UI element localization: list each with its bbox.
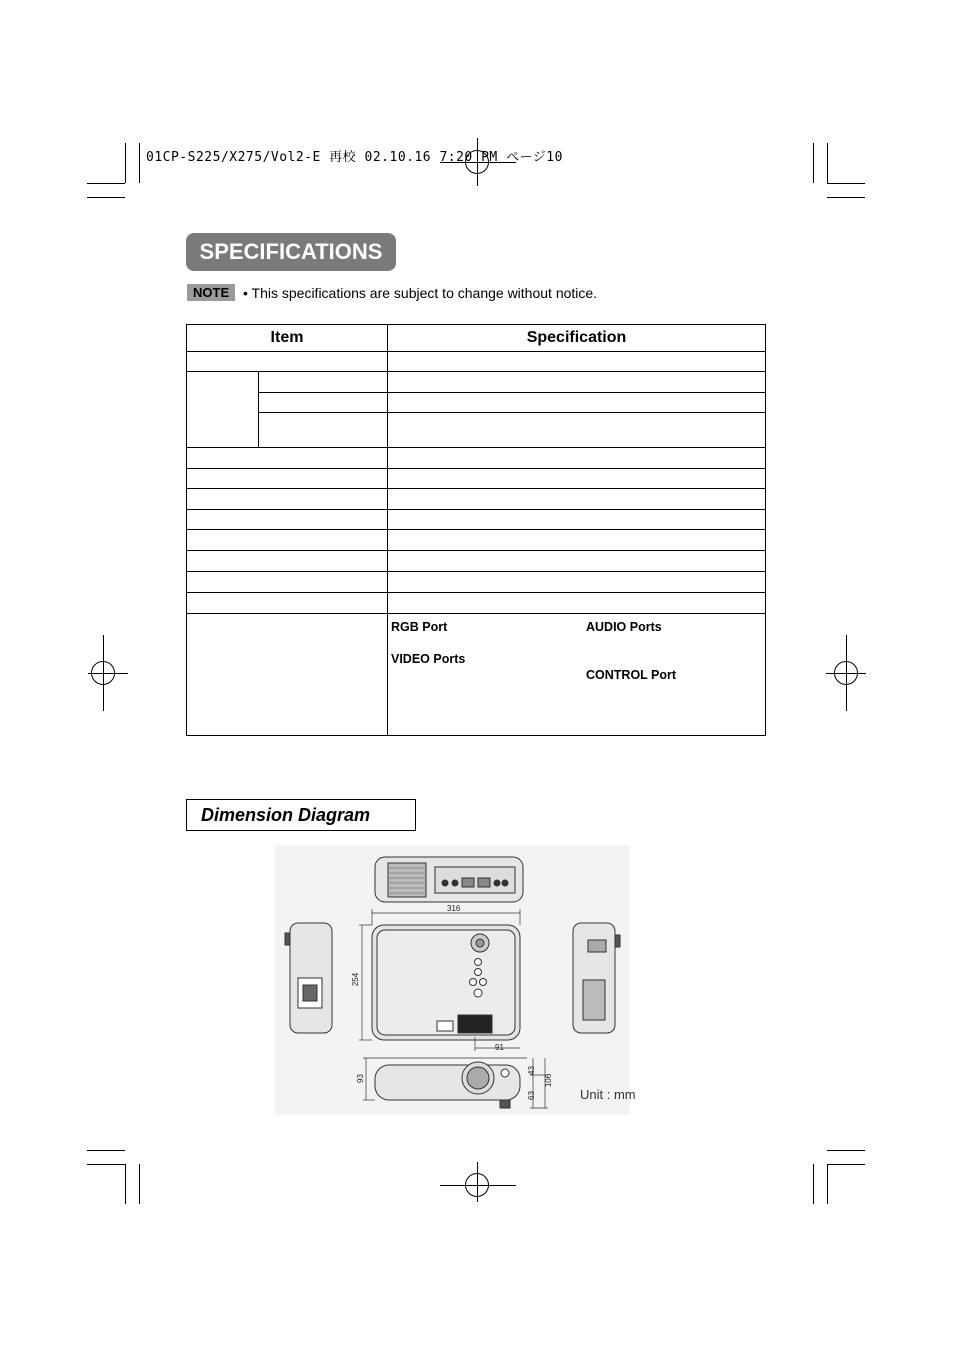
dim-depth: 254 (351, 972, 361, 987)
projector-dimension-drawing (275, 845, 630, 1115)
note-text: • This specifications are subject to change without notice. (243, 285, 598, 301)
col-header-item: Item (187, 325, 388, 352)
top-view (372, 925, 520, 1040)
table-row (187, 572, 766, 593)
dim-lens-offset: 91 (495, 1043, 504, 1052)
table-row (187, 530, 766, 551)
page-title: SPECIFICATIONS (186, 233, 396, 271)
dimension-diagram-title: Dimension Diagram (186, 799, 416, 831)
right-side-view (573, 923, 620, 1033)
table-row (187, 489, 766, 510)
dim-top-height: 43 (526, 1066, 536, 1075)
dim-total-height: 106 (544, 1073, 554, 1088)
table-row (187, 352, 766, 372)
unit-label: Unit : mm (580, 1087, 636, 1102)
audio-ports-label: AUDIO Ports (586, 620, 662, 634)
dim-body-height: 93 (355, 1074, 365, 1083)
table-row (187, 413, 766, 448)
spec-table (186, 324, 766, 736)
print-slug: 01CP-S225/X275/Vol2-E 再校 02.10.16 7:20 PM ページ10 (146, 150, 563, 165)
dim-width: 316 (447, 904, 461, 913)
rear-view (375, 857, 523, 902)
table-row (187, 593, 766, 614)
control-port-label: CONTROL Port (586, 668, 677, 682)
col-header-spec: Specification (388, 325, 766, 352)
rgb-port-label: RGB Port (391, 620, 448, 634)
video-ports-label: VIDEO Ports (391, 652, 466, 666)
table-row (187, 448, 766, 469)
note-badge: NOTE (187, 284, 235, 301)
table-row (187, 510, 766, 530)
dim-bottom-height: 63 (526, 1091, 536, 1100)
table-row (187, 372, 766, 393)
table-row (187, 551, 766, 572)
table-row (187, 393, 766, 413)
left-side-view (285, 923, 332, 1033)
table-row (187, 469, 766, 489)
table-row-ports (187, 614, 766, 736)
